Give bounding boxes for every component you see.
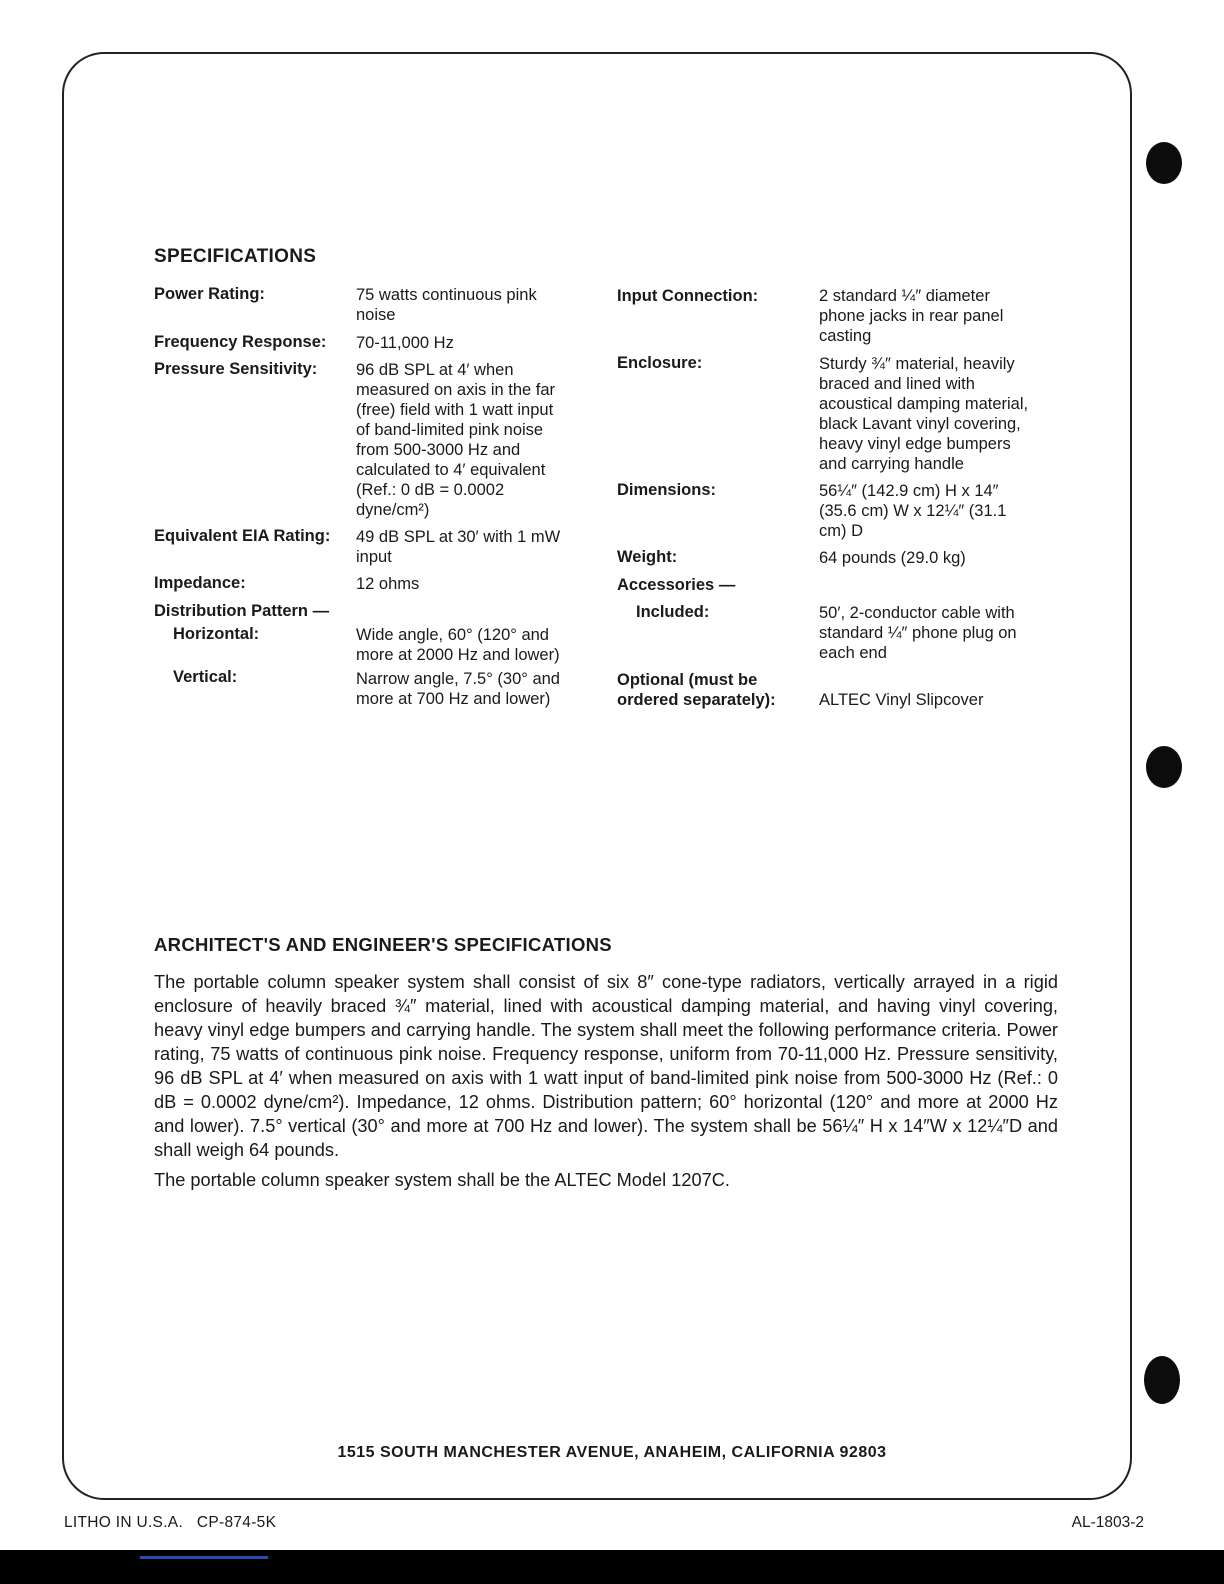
footer-print-code: LITHO IN U.S.A. CP-874-5K <box>64 1514 277 1531</box>
spec-label: Input Connection: <box>617 287 759 305</box>
spec-label: Enclosure: <box>617 354 703 372</box>
spec-value: 12 ohms <box>356 575 420 593</box>
spec-value: 64 pounds (29.0 kg) <box>819 549 966 567</box>
spec-label: Distribution Pattern — <box>154 602 330 620</box>
spec-label: Frequency Response: <box>154 333 327 351</box>
spec-label: Included: <box>636 603 710 621</box>
spec-label: Optional (must be ordered separately): <box>617 671 776 709</box>
spec-value: Wide angle, 60° (120° and more at 2000 Hz and lower) <box>356 626 560 664</box>
spec-value: ALTEC Vinyl Slipcover <box>819 691 984 709</box>
binder-hole-bottom <box>1144 1356 1180 1404</box>
architects-paragraph: The portable column speaker system shall be the ALTEC Model 1207C. <box>154 1170 730 1190</box>
spec-label: Equivalent EIA Rating: <box>154 527 331 545</box>
architects-heading: ARCHITECT'S AND ENGINEER'S SPECIFICATIONS <box>154 934 612 955</box>
spec-label: Accessories — <box>617 576 736 594</box>
spec-label: Impedance: <box>154 574 246 592</box>
spec-label: Horizontal: <box>173 625 260 643</box>
architects-paragraph: The portable column speaker system shall consist of six 8″ cone-type radiators, vertically arrayed in a rigid enclosure of heavily braced ¾″ material, lined with acoustical damping material, and having vinyl covering, heavy vinyl edge bumpers and carrying handle. The system shall meet the following performance criteria. Power rating, 75 watts of continuous pink noise. Frequency response, uniform from 70-11,000 Hz. Pressure sensitivity, 96 dB SPL at 4′ when measured on axis with 1 watt input of band-limited pink noise from 500-3000 Hz (Ref.: 0 dB = 0.0002 dyne/cm²). Impedance, 12 ohms. Distribution pattern; 60° horizontal (120° and more at 2000 Hz and lower). 7.5° vertical (30° and more at 700 Hz and lower). The system shall be 56¼″ H x 14″W x 12¼″D and shall weigh 64 pounds. <box>154 972 1058 1160</box>
binder-hole-middle <box>1146 746 1182 788</box>
spec-value: 49 dB SPL at 30′ with 1 mW input <box>356 528 561 566</box>
spec-value: 70-11,000 Hz <box>356 334 454 352</box>
spec-value: 56¼″ (142.9 cm) H x 14″ (35.6 cm) W x 12¼″ (31.1 cm) D <box>819 482 1007 540</box>
footer-document-number: AL-1803-2 <box>1071 1514 1144 1531</box>
spec-value: Sturdy ¾″ material, heavily braced and lined with acoustical damping material, black Lavant vinyl covering, heavy vinyl edge bumpers and carrying handle <box>819 355 1029 473</box>
spec-value: Narrow angle, 7.5° (30° and more at 700 Hz and lower) <box>356 670 560 708</box>
architects-body <box>154 970 1058 1192</box>
spec-label: Pressure Sensitivity: <box>154 360 318 378</box>
page-border <box>62 52 1132 1500</box>
spec-value: 2 standard ¼″ diameter phone jacks in rear panel casting <box>819 287 1004 345</box>
company-address: 1515 SOUTH MANCHESTER AVENUE, ANAHEIM, CALIFORNIA 92803 <box>337 1444 887 1461</box>
spec-value: 75 watts continuous pink noise <box>356 286 537 324</box>
scan-edge-accent <box>140 1556 268 1559</box>
spec-label: Dimensions: <box>617 481 717 499</box>
spec-label: Vertical: <box>173 668 238 686</box>
binder-hole-top <box>1146 142 1182 184</box>
spec-value: 96 dB SPL at 4′ when measured on axis in the far (free) field with 1 watt input of band-limited pink noise from 500-3000 Hz and calculated to 4′ equivalent (Ref.: 0 dB = 0.0002 dyne/cm²) <box>356 361 556 519</box>
spec-label: Power Rating: <box>154 285 265 303</box>
spec-label: Weight: <box>617 548 678 566</box>
spec-value: 50′, 2-conductor cable with standard ¼″ phone plug on each end <box>819 604 1017 662</box>
specifications-heading: SPECIFICATIONS <box>154 246 317 267</box>
